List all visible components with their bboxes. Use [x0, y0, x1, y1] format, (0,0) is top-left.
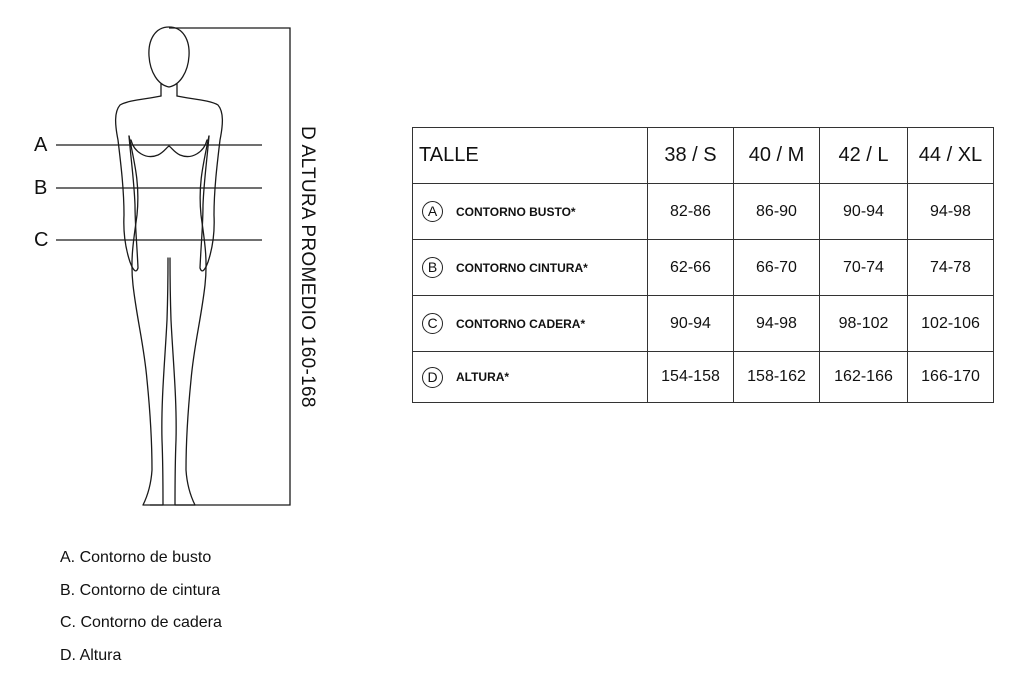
body-outline-figure — [0, 0, 330, 530]
size-table — [412, 127, 994, 403]
header-size-38-s: 38 / S — [648, 128, 734, 184]
legend-item: C. Contorno de cadera — [60, 614, 222, 631]
table-cell: 86-90 — [734, 184, 820, 240]
legend-item: B. Contorno de cintura — [60, 581, 221, 599]
row-name: CONTORNO BUSTO* — [456, 204, 576, 219]
badge-d: D — [422, 367, 443, 388]
table-cell: 102-106 — [908, 296, 994, 352]
badge-c: C — [422, 313, 443, 334]
table-cell: 94-98 — [734, 296, 820, 352]
height-label: D ALTURA PROMEDIO 160-168 — [297, 126, 318, 408]
table-cell: 158-162 — [734, 352, 820, 403]
table-cell: 94-98 — [908, 184, 994, 240]
table-row — [413, 296, 994, 352]
header-size-44-xl: 44 / XL — [908, 128, 994, 184]
badge-b: B — [422, 257, 443, 278]
neck-outline — [161, 84, 177, 96]
table-cell: 90-94 — [820, 184, 908, 240]
table-cell: 90-94 — [648, 296, 734, 352]
table-cell: 66-70 — [734, 240, 820, 296]
head-outline — [149, 27, 189, 87]
row-name: ALTURA* — [456, 370, 510, 384]
table-cell: 82-86 — [648, 184, 734, 240]
header-size-40-m: 40 / M — [734, 128, 820, 184]
table-cell: 70-74 — [820, 240, 908, 296]
table-row — [413, 352, 994, 403]
table-row — [413, 240, 994, 296]
legend-item: A. Contorno de busto — [60, 549, 212, 566]
row-name: CONTORNO CINTURA* — [456, 260, 588, 275]
row-label-cintura — [413, 240, 648, 296]
table-row — [413, 184, 994, 240]
table-cell: 74-78 — [908, 240, 994, 296]
row-name: CONTORNO CADERA* — [456, 316, 586, 331]
header-talle: TALLE — [413, 128, 648, 184]
table-cell: 154-158 — [648, 352, 734, 403]
row-label-cadera — [413, 296, 648, 352]
measurement-legend — [60, 548, 222, 678]
bust-outline — [131, 140, 207, 157]
row-label-busto — [413, 184, 648, 240]
height-bracket — [150, 28, 290, 505]
table-header-row — [413, 128, 994, 184]
badge-a: A — [422, 201, 443, 222]
marker-b-label: B — [34, 177, 48, 199]
marker-a-label: A — [34, 134, 48, 156]
row-label-altura — [413, 352, 648, 403]
legend-item: D. Altura — [60, 646, 122, 664]
header-size-42-l: 42 / L — [820, 128, 908, 184]
left-arm-outline — [116, 96, 161, 271]
table-cell: 98-102 — [820, 296, 908, 352]
marker-c-label: C — [34, 229, 49, 251]
right-arm-outline — [177, 96, 222, 271]
table-cell: 166-170 — [908, 352, 994, 403]
table-cell: 162-166 — [820, 352, 908, 403]
table-cell: 62-66 — [648, 240, 734, 296]
